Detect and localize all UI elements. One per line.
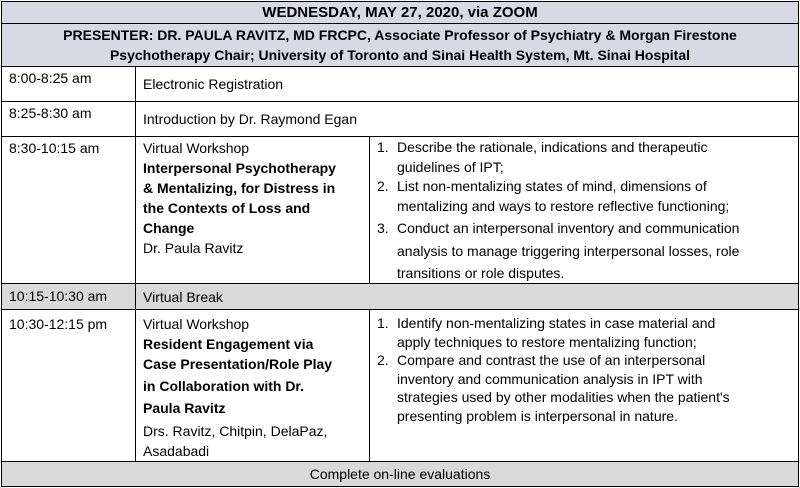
time-label: 8:00-8:25 am: [9, 70, 92, 86]
objective-line: Conduct an interpersonal inventory and communication: [397, 220, 740, 236]
objective-number: 3.: [377, 220, 389, 236]
event-cell: [135, 283, 799, 310]
event-cell: [135, 101, 799, 137]
time-cell: [1, 136, 136, 284]
workshop-presenter: Asadabadi: [143, 443, 210, 459]
time-cell: [1, 66, 136, 102]
objectives-cell: [369, 309, 799, 462]
objective-number: 1.: [377, 139, 389, 155]
workshop-presenter: Dr. Paula Ravitz: [143, 240, 244, 256]
event-label: Virtual Break: [143, 289, 223, 305]
workshop-title-line: Paula Ravitz: [143, 400, 226, 416]
workshop-title-line: in Collaboration with Dr.: [143, 378, 304, 394]
objective-line: Identify non-mentalizing states in case material and: [397, 315, 716, 331]
objective-line: guidelines of IPT;: [397, 158, 504, 175]
objectives-list: [377, 314, 730, 425]
objective-line: Describe the rationale, indications and therapeutic: [397, 139, 708, 155]
objective-item: [377, 351, 730, 425]
objective-line: inventory and communication analysis in IPT with: [397, 370, 703, 387]
presenter-header: [1, 23, 799, 67]
objective-line: Compare and contrast the use of an interpersonal: [397, 352, 706, 368]
objective-line: mentalizing and ways to restore reflective functioning;: [397, 197, 730, 214]
objective-item: [377, 217, 739, 284]
workshop-title-line: the Contexts of Loss and: [143, 200, 311, 216]
objective-line: apply techniques to restore mentalizing function;: [397, 333, 697, 350]
objective-number: 2.: [377, 178, 389, 194]
objective-line: analysis to manage triggering interpersonal losses, role: [397, 242, 740, 259]
workshop-presenter: Drs. Ravitz, Chitpin, DelaPaz,: [143, 423, 328, 439]
time-label: 10:15-10:30 am: [9, 288, 108, 304]
time-cell: [1, 309, 136, 462]
time-cell: [1, 283, 136, 310]
workshop-title-line: Change: [143, 220, 195, 236]
objective-line: presenting problem is interpersonal in nature.: [397, 407, 678, 424]
workshop-cell: [135, 136, 370, 284]
time-label: 8:25-8:30 am: [9, 105, 92, 121]
objectives-cell: [369, 136, 799, 284]
event-label: Electronic Registration: [143, 76, 284, 92]
objective-item: [377, 138, 739, 177]
footer-text: Complete on-line evaluations: [309, 466, 491, 482]
time-label: 10:30-12:15 pm: [9, 316, 108, 332]
presenter-line-2: Psychotherapy Chair; University of Toronto and Sinai Health System, Mt. Sinai Hospital: [109, 47, 691, 63]
objectives-list: [377, 138, 739, 284]
event-cell: [135, 66, 799, 102]
date-header: [1, 1, 799, 24]
time-label: 8:30-10:15 am: [9, 140, 100, 156]
footer-row: [1, 461, 799, 487]
objective-line: strategies used by other modalities when the patient's: [397, 389, 730, 405]
presenter-line-1: PRESENTER: DR. PAULA RAVITZ, MD FRCPC, Associate Professor of Psychiatry & Morgan Firestone: [63, 27, 737, 43]
objective-item: [377, 314, 730, 351]
event-label: Introduction by Dr. Raymond Egan: [143, 111, 358, 127]
objective-line: transitions or role disputes.: [397, 265, 565, 281]
workshop-title-line: Resident Engagement via: [143, 336, 314, 352]
objective-number: 1.: [377, 315, 389, 331]
workshop-cell: [135, 309, 370, 462]
time-cell: [1, 101, 136, 137]
workshop-type: Virtual Workshop: [143, 316, 250, 332]
objective-number: 2.: [377, 352, 389, 368]
workshop-title-line: & Mentalizing, for Distress in: [143, 180, 336, 196]
workshop-title-line: Case Presentation/Role Play: [143, 356, 333, 372]
objective-line: List non-mentalizing states of mind, dimensions of: [397, 178, 707, 194]
workshop-title-line: Interpersonal Psychotherapy: [143, 160, 336, 176]
workshop-type: Virtual Workshop: [143, 140, 250, 156]
date-header-text: WEDNESDAY, MAY 27, 2020, via ZOOM: [262, 4, 538, 21]
objective-item: [377, 177, 739, 216]
